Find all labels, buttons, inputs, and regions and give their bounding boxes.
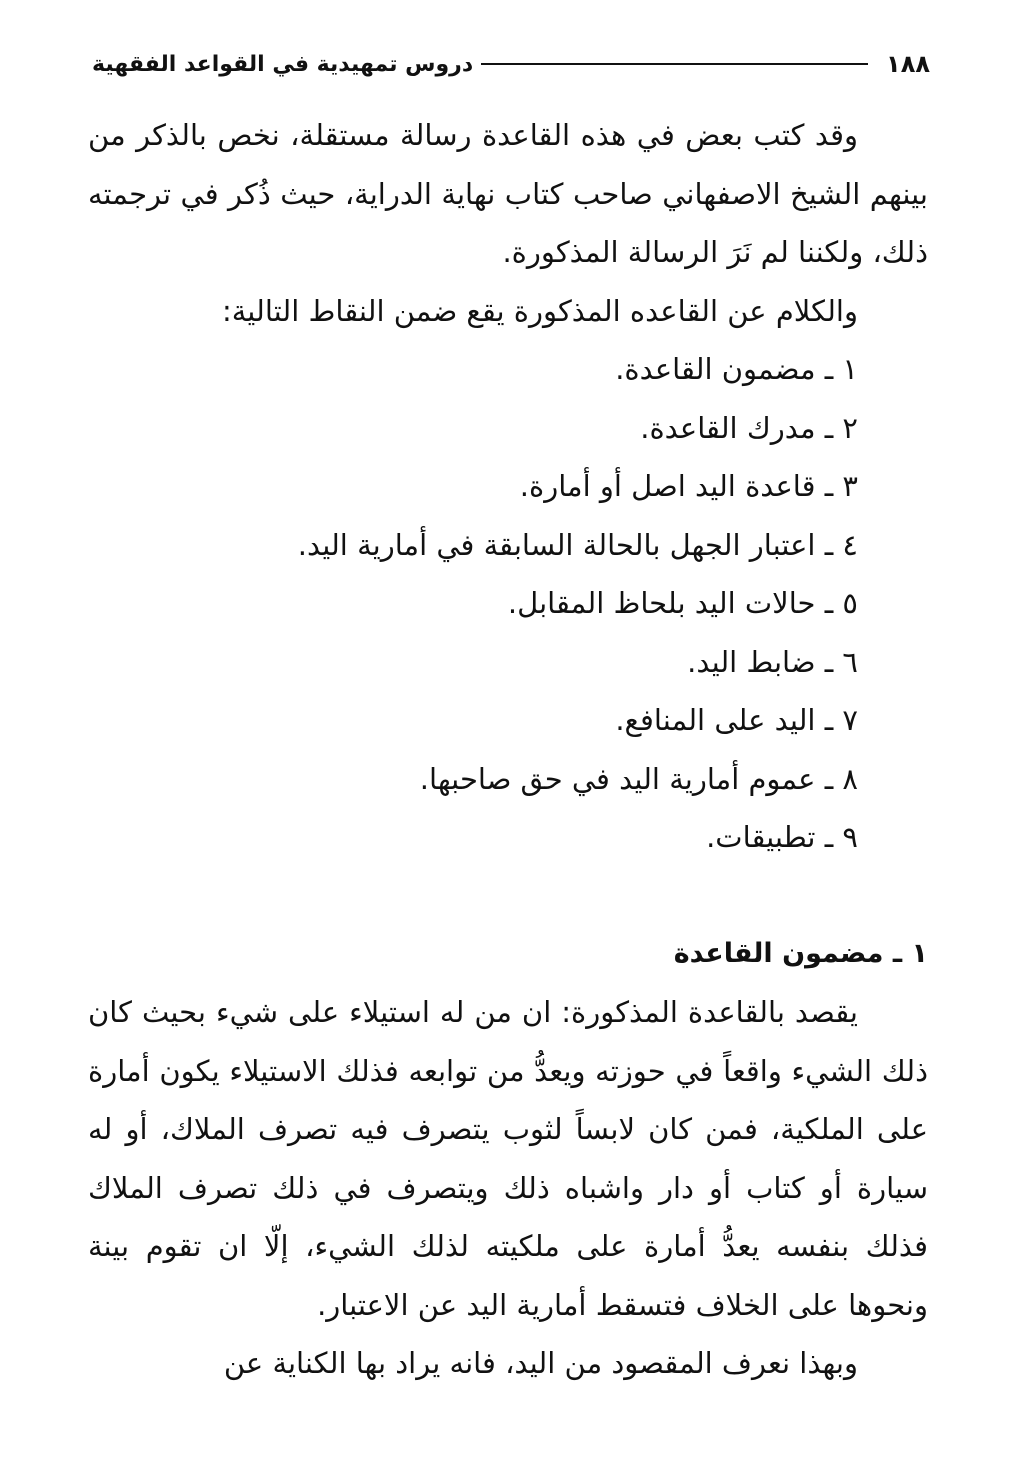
list-item: ٣ ـ قاعدة اليد اصل أو أمارة. [519, 469, 858, 503]
list-item: ٩ ـ تطبيقات. [706, 820, 858, 854]
running-header [92, 44, 930, 84]
list-item: ٨ ـ عموم أمارية اليد في حق صاحبها. [419, 761, 858, 796]
list-item: ٦ ـ ضابط اليد. [687, 644, 858, 679]
section-gap [88, 867, 928, 925]
intro-paragraph-1: وقد كتب بعض في هذه القاعدة رسالة مستقلة، نخص بالذكر من بينهم الشيخ الاصفهاني صاحب كتاب نهاية الدراية، حيث ذُكر في ترجمته ذلك، ولكننا لم نَرَ الرسالة المذكورة. [88, 118, 928, 269]
header-rule [481, 63, 868, 65]
intro-paragraph-2: والكلام عن القاعده المذكورة يقع ضمن النقاط التالية: [221, 293, 858, 328]
list-item: ٧ ـ اليد على المنافع. [615, 703, 858, 737]
points-list [88, 340, 928, 867]
section-heading: ١ ـ مضمون القاعدة [673, 937, 928, 969]
list-item: ١ ـ مضمون القاعدة. [615, 352, 858, 386]
page-body [88, 106, 928, 1393]
section-paragraph-2: وبهذا نعرف المقصود من اليد، فانه يراد بها الكناية عن [223, 1346, 858, 1380]
book-title: دروس تمهيدية في القواعد الفقهية [92, 51, 474, 77]
list-item: ٥ ـ حالات اليد بلحاظ المقابل. [507, 586, 858, 620]
list-item: ٢ ـ مدرك القاعدة. [640, 410, 858, 445]
page-number: ١٨٨ [886, 50, 930, 78]
section-paragraph-1: يقصد بالقاعدة المذكورة: ان من له استيلاء على شيء بحيث كان ذلك الشيء واقعاً في حوزته ويعدُّ من توابعه فذلك الاستيلاء يكون أمارة على الملكية، فمن كان لابساً لثوب يتصرف فيه تصرف الملاك، أو له سيارة أو كتاب أو دار واشباه ذلك ويتصرف في ذلك تصرف الملاك فذلك بنفسه يعدُّ أمارة على ملكيته لذلك الشيء، إلّا ان تقوم بينة ونحوها على الخلاف فتسقط أمارية اليد عن الاعتبار. [88, 995, 928, 1322]
list-item: ٤ ـ اعتبار الجهل بالحالة السابقة في أمارية اليد. [297, 527, 858, 562]
